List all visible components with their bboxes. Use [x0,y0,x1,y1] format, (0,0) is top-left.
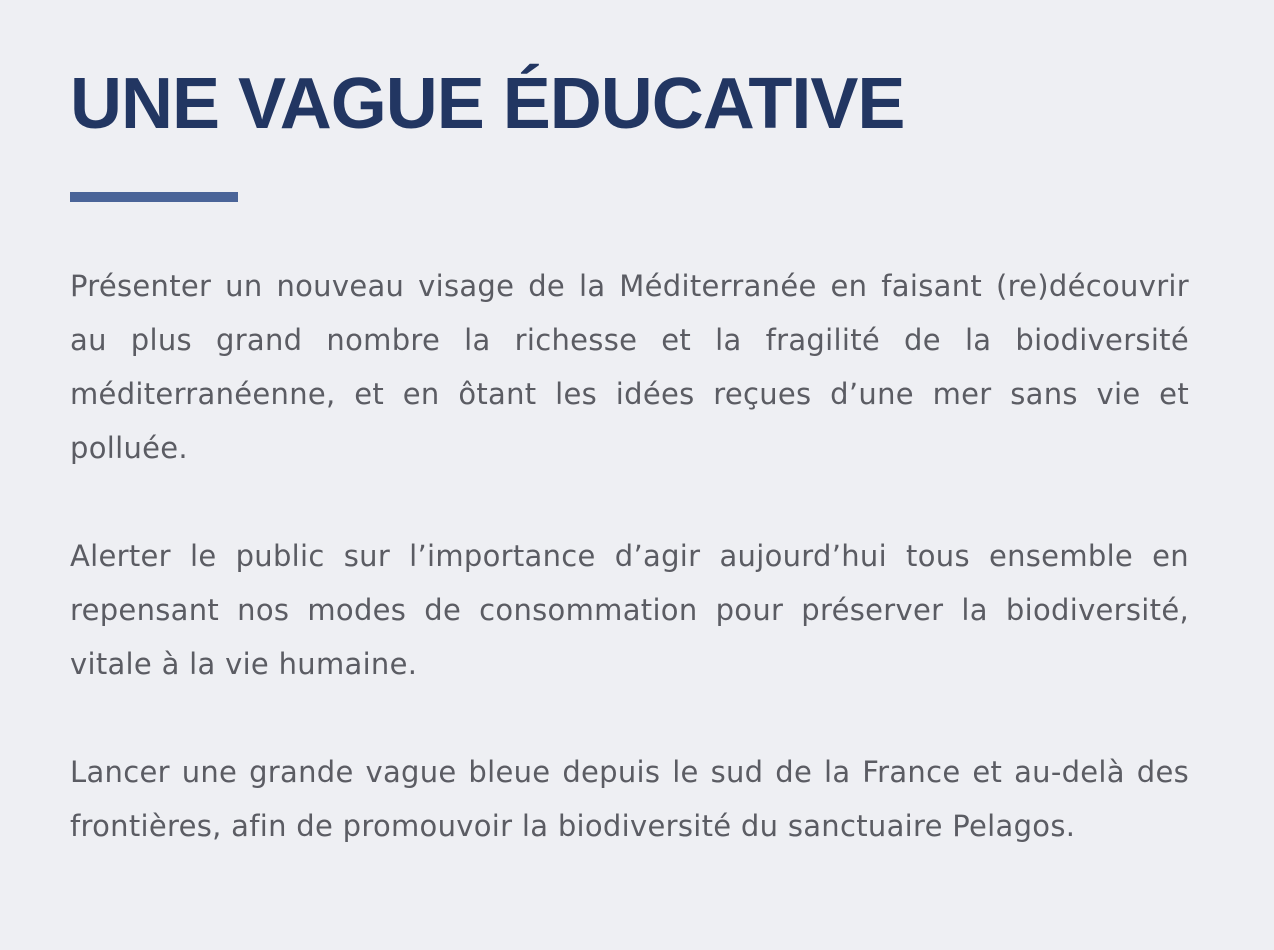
paragraph-2: Alerter le public sur l’importance d’agir aujourd’hui tous ensemble en repensant nos modes de consommation pour préserver la biodiversité, vitale à la vie humaine. [70,539,1189,681]
page-title: UNE VAGUE ÉDUCATIVE [70,64,905,144]
paragraph-1: Présenter un nouveau visage de la Méditerranée en faisant (re)découvrir au plus grand nombre la richesse et la fragilité de la biodiversité méditerranéenne, et en ôtant les idées reçues d’une mer sans vie et polluée. [70,269,1189,465]
content-section [70,60,1189,853]
paragraph-3: Lancer une grande vague bleue depuis le sud de la France et au-delà des frontières, afin de promouvoir la biodiversité du sanctuaire Pelagos. [70,755,1189,843]
title-underline [70,192,238,202]
paragraph-list [70,259,1189,853]
